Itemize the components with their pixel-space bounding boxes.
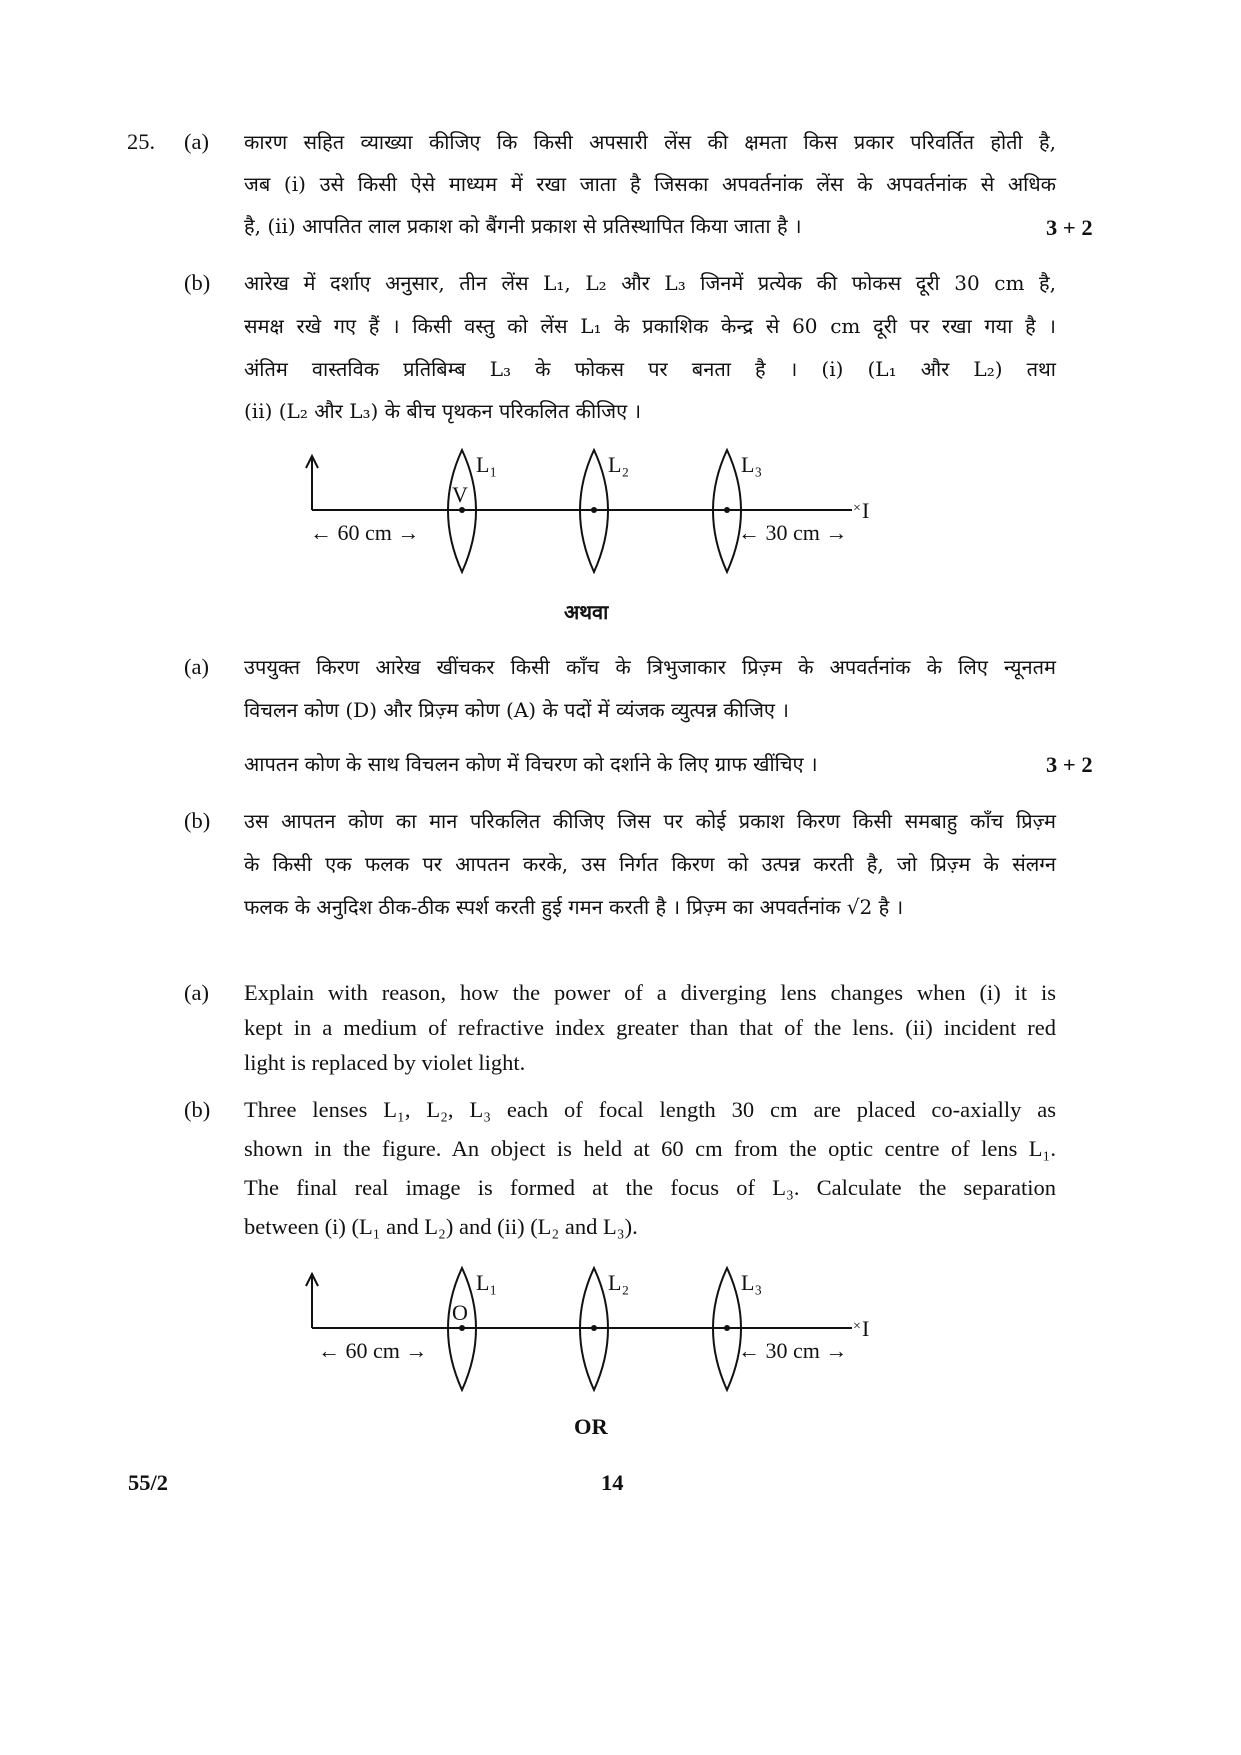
page-number: 14: [601, 1470, 624, 1495]
hindi-a2-line3: आपतन कोण के साथ विचलन कोण में विचरण को दर्शाने के लिए ग्राफ खींचिए ।: [244, 752, 818, 776]
english-lens-diagram: [290, 1258, 890, 1398]
hindi-a-line3: है, (ii) आपतित लाल प्रकाश को बैंगनी प्रकाश से प्रतिस्थापित किया जाता है ।: [244, 214, 802, 238]
english-a-label: (a): [184, 980, 209, 1005]
image-label: I: [862, 498, 870, 523]
lens-3-label: L₃: [741, 452, 763, 477]
hindi-b2-line3: फलक के अनुदिश ठीक-ठीक स्पर्श करती हुई गमन करती है । प्रिज़्म का अपवर्तनांक √2 है ।: [244, 895, 904, 919]
hindi-b2-label: (b): [184, 808, 211, 833]
distance-60-label: ← 60 cm →: [318, 1338, 428, 1363]
hindi-or: अथवा: [564, 600, 609, 624]
distance-30-label: ← 30 cm →: [738, 1338, 848, 1363]
english-a-line1: Explain with reason, how the power of a diverging lens changes when (i) it is: [244, 980, 1056, 1005]
hindi-a-line2: जब (i) उसे किसी ऐसे माध्यम में रखा जाता है जिसका अपवर्तनांक लेंस के अपवर्तनांक से अधिक: [244, 172, 1056, 196]
english-a-line2: kept in a medium of refractive index greater than that of the lens. (ii) incident red: [244, 1015, 1056, 1040]
english-b-line4: between (i) (L₁ and L₂) and (ii) (L₂ and L₃).: [244, 1214, 638, 1239]
english-b-line2: shown in the figure. An object is held at 60 cm from the optic centre of lens L₁.: [244, 1136, 1056, 1161]
english-b-line3: The final real image is formed at the focus of L₃. Calculate the separation: [244, 1175, 1056, 1200]
lens-2-label: L₂: [608, 452, 630, 477]
hindi-b-line3: अंतिम वास्तविक प्रतिबिम्ब L₃ के फोकस पर बनता है । (i) (L₁ और L₂) तथा: [244, 357, 1056, 381]
distance-30-label: ← 30 cm →: [738, 520, 848, 545]
image-cross: ×: [853, 1319, 861, 1334]
hindi-a2-line1: उपयुक्त किरण आरेख खींचकर किसी काँच के त्रिभुजाकार प्रिज़्म के अपवर्तनांक के लिए न्यूनतम: [244, 655, 1056, 679]
hindi-b2-line2: के किसी एक फलक पर आपतन करके, उस निर्गत किरण को उत्पन्न करती है, जो प्रिज़्म के संलग्न: [244, 852, 1056, 876]
image-cross: ×: [853, 501, 861, 516]
image-label: I: [862, 1316, 870, 1341]
hindi-b-line4: (ii) (L₂ और L₃) के बीच पृथकन परिकलित कीजिए ।: [244, 399, 642, 423]
hindi-a-line1: कारण सहित व्याख्या कीजिए कि किसी अपसारी लेंस की क्षमता किस प्रकार परिवर्तित होती है,: [244, 130, 1056, 154]
lens-3-label: L₃: [741, 1270, 763, 1295]
hindi-a2-marks: 3 + 2: [1046, 752, 1093, 777]
hindi-a-label: (a): [184, 129, 209, 154]
paper-code: 55/2: [128, 1470, 169, 1495]
centre-label: V: [452, 482, 468, 507]
lens-1-centre: [459, 507, 465, 513]
hindi-b-label: (b): [184, 270, 211, 295]
english-b-label: (b): [184, 1097, 211, 1122]
hindi-b-line1: आरेख में दर्शाए अनुसार, तीन लेंस L₁, L₂ और L₃ जिनमें प्रत्येक की फोकस दूरी 30 cm है,: [244, 271, 1056, 295]
lens-1-label: L₁: [476, 1270, 498, 1295]
distance-60-label: ← 60 cm →: [310, 520, 420, 545]
hindi-b-line2: समक्ष रखे गए हैं । किसी वस्तु को लेंस L₁ के प्रकाशिक केन्द्र से 60 cm दूरी पर रखा गया है ।: [244, 314, 1056, 338]
hindi-a-marks: 3 + 2: [1046, 215, 1093, 240]
hindi-b2-line1: उस आपतन कोण का मान परिकलित कीजिए जिस पर कोई प्रकाश किरण किसी समबाहु काँच प्रिज़्म: [244, 809, 1056, 833]
lens-3-centre: [724, 507, 730, 513]
lens-1-centre: [459, 1325, 465, 1331]
lens-3-centre: [724, 1325, 730, 1331]
lens-2-label: L₂: [608, 1270, 630, 1295]
centre-label: O: [452, 1300, 468, 1325]
hindi-lens-diagram: [290, 440, 890, 580]
lens-2-centre: [591, 507, 597, 513]
english-a-line3: light is replaced by violet light.: [244, 1050, 526, 1075]
english-or: OR: [574, 1414, 608, 1439]
lens-1-label: L₁: [476, 452, 498, 477]
lens-2-centre: [591, 1325, 597, 1331]
question-number: 25.: [127, 129, 156, 154]
hindi-a2-label: (a): [184, 654, 209, 679]
hindi-a2-line2: विचलन कोण (D) और प्रिज़्म कोण (A) के पदों में व्यंजक व्युत्पन्न कीजिए ।: [244, 698, 789, 722]
english-b-line1: Three lenses L₁, L₂, L₃ each of focal length 30 cm are placed co-axially as: [244, 1097, 1056, 1122]
